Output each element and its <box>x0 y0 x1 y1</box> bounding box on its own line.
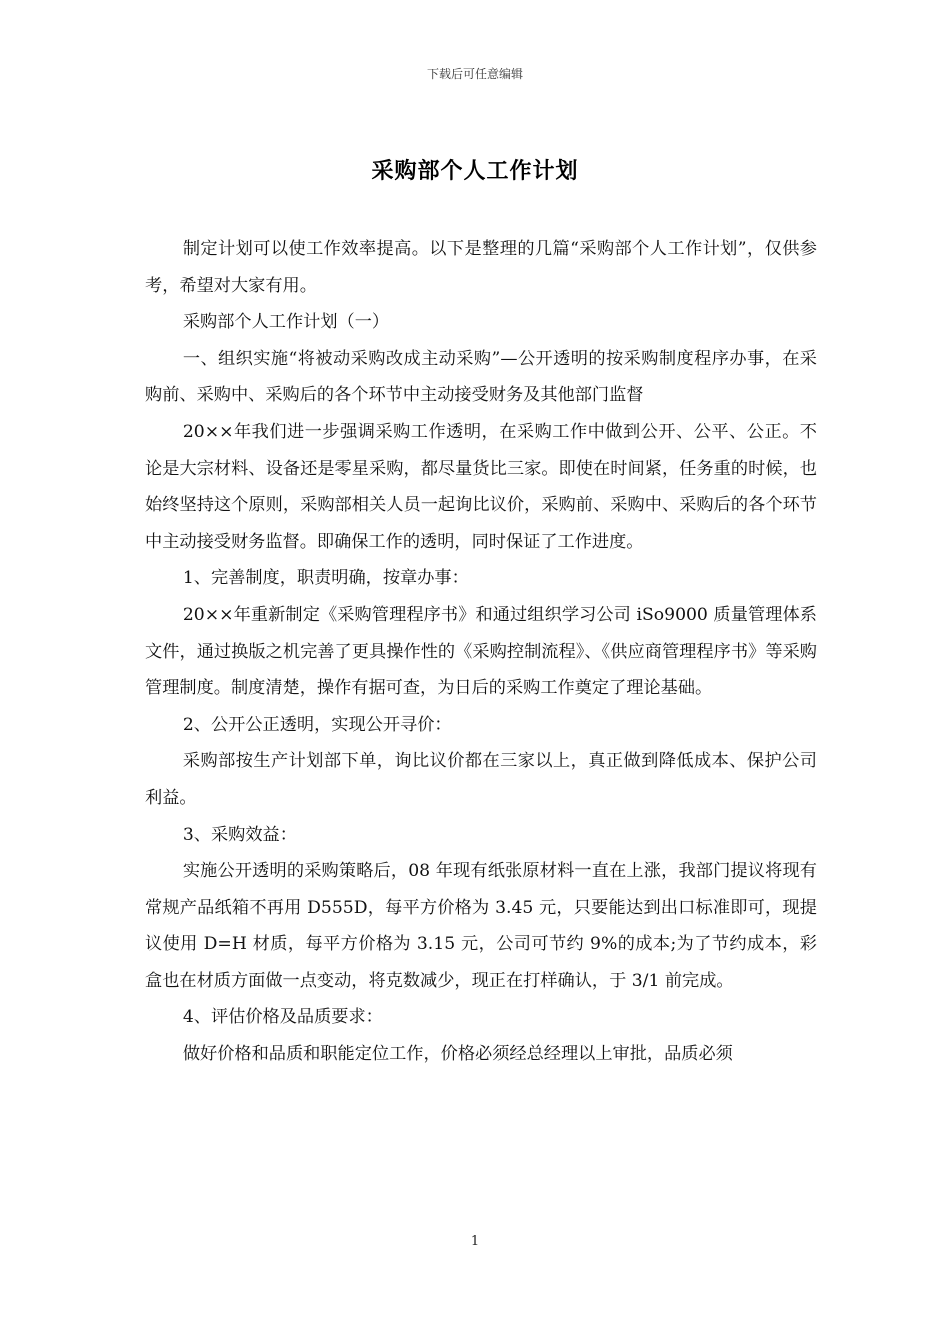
paragraph-subheading-4: 4、评估价格及品质要求： <box>182 1007 383 1028</box>
header-note: 下载后可任意编辑 <box>426 67 523 81</box>
paragraph-intro: 制定计划可以使工作效率提高。以下是整理的几篇“采购部个人工作计划”，仅供参考，希望对大家有用。 <box>145 239 817 296</box>
paragraph-transparency: 20××年我们进一步强调采购工作透明，在采购工作中做到公开、公平、公正。不论是大宗材料、设备还是零星采购，都尽量货比三家。即使在时间紧，任务重的时候，也始终坚持这个原则，采购部相关人员一起询比议价，采购前、采购中、采购后的各个环节中主动接受财务监督。即确保工作的透明，同时保证了工作进度。 <box>145 421 817 552</box>
paragraph-subheading-2: 2、公开公正透明，实现公开寻价： <box>182 714 452 735</box>
paragraph-benefit: 实施公开透明的采购策略后，08 年现有纸张原材料一直在上涨，我部门提议将现有常规产品纸箱不再用 D555D，每平方价格为 3.45 元，只要能达到出口标准即可，现提议使用 D=H 材质，每平方价格为 3.15 元，公司可节约 9%的成本;为了节约成本，彩盒也在材质方面做一点变动，将克数减少，现正在打样确认，于 3/1 前完成。 <box>145 861 817 991</box>
page-number: 1 <box>470 1234 480 1249</box>
paragraph-section-heading: 采购部个人工作计划（一） <box>182 312 390 333</box>
paragraph-subheading-1: 1、完善制度，职责明确，按章办事： <box>182 568 469 589</box>
document-title: 采购部个人工作计划 <box>371 158 579 184</box>
document-body <box>145 231 817 1073</box>
paragraph-item-one: 一、组织实施“将被动采购改成主动采购”—公开透明的按采购制度程序办事，在采购前、采购中、采购后的各个环节中主动接受财务及其他部门监督 <box>145 348 817 406</box>
paragraph-pricing: 做好价格和品质和职能定位工作，价格必须经总经理以上审批，品质必须 <box>182 1044 733 1065</box>
paragraph-inquiry: 采购部按生产计划部下单，询比议价都在三家以上，真正做到降低成本、保护公司利益。 <box>145 751 817 808</box>
paragraph-subheading-3: 3、采购效益： <box>182 824 297 845</box>
paragraph-system: 20××年重新制定《采购管理程序书》和通过组织学习公司 iSo9000 质量管理体系文件，通过换版之机完善了更具操作性的《采购控制流程》、《供应商管理程序书》等采购管理制度。制度清楚，操作有据可查，为日后的采购工作奠定了理论基础。 <box>145 604 817 699</box>
